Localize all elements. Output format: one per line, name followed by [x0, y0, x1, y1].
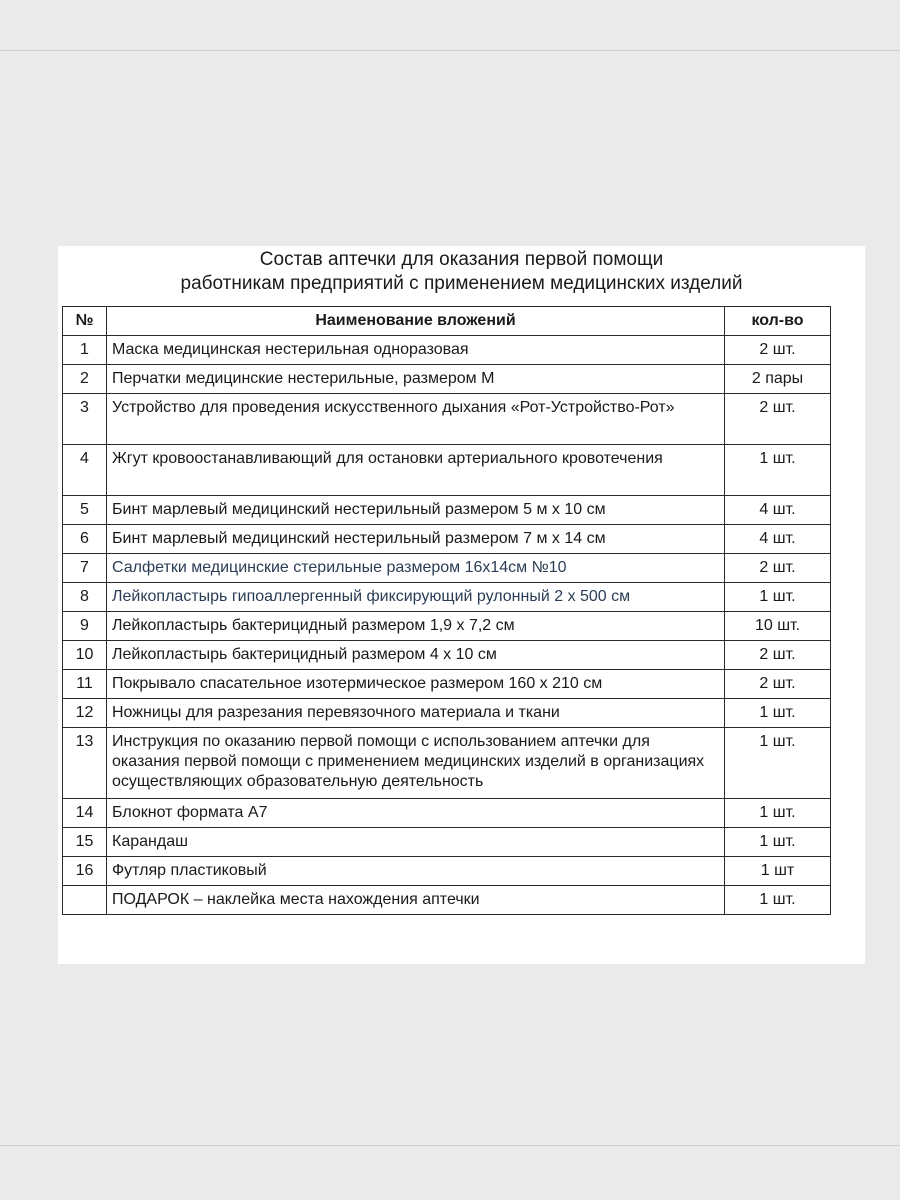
- row-qty: 1 шт.: [725, 886, 831, 915]
- row-name: Лейкопластырь гипоаллергенный фиксирующий рулонный 2 х 500 см: [107, 583, 725, 612]
- row-name: Футляр пластиковый: [107, 857, 725, 886]
- table-row: [63, 583, 831, 612]
- row-num: 12: [63, 699, 107, 728]
- row-num: 2: [63, 365, 107, 394]
- table-row: [63, 365, 831, 394]
- row-qty: 2 пары: [725, 365, 831, 394]
- document-sheet: [58, 246, 865, 964]
- table-row: [63, 445, 831, 496]
- row-name: Бинт марлевый медицинский нестерильный размером 5 м х 10 см: [107, 496, 725, 525]
- row-num: 7: [63, 554, 107, 583]
- row-qty: 1 шт.: [725, 699, 831, 728]
- row-qty: 4 шт.: [725, 525, 831, 554]
- header-num: №: [63, 307, 107, 336]
- row-name: Перчатки медицинские нестерильные, размером M: [107, 365, 725, 394]
- row-num: 15: [63, 828, 107, 857]
- row-name: Блокнот формата А7: [107, 799, 725, 828]
- row-qty: 2 шт.: [725, 641, 831, 670]
- row-num: 4: [63, 445, 107, 496]
- row-name: Бинт марлевый медицинский нестерильный размером 7 м х 14 см: [107, 525, 725, 554]
- header-qty: кол-во: [725, 307, 831, 336]
- row-name: Салфетки медицинские стерильные размером 16х14см №10: [107, 554, 725, 583]
- row-qty: 4 шт.: [725, 496, 831, 525]
- table-row: [63, 670, 831, 699]
- row-name: Лейкопластырь бактерицидный размером 4 х 10 см: [107, 641, 725, 670]
- row-qty: 1 шт: [725, 857, 831, 886]
- title-line-2: работникам предприятий с применением медицинских изделий: [180, 273, 743, 294]
- table-row: [63, 641, 831, 670]
- header-name: Наименование вложений: [107, 307, 725, 336]
- table-row: [63, 336, 831, 365]
- row-num: 5: [63, 496, 107, 525]
- row-num: 9: [63, 612, 107, 641]
- row-num: 1: [63, 336, 107, 365]
- table-row: [63, 496, 831, 525]
- table-header-row: [63, 307, 831, 336]
- row-num: 10: [63, 641, 107, 670]
- row-num: 11: [63, 670, 107, 699]
- row-qty: 2 шт.: [725, 554, 831, 583]
- table-row: [63, 394, 831, 445]
- row-qty: 10 шт.: [725, 612, 831, 641]
- table-row: [63, 886, 831, 915]
- row-name: Лейкопластырь бактерицидный размером 1,9 х 7,2 см: [107, 612, 725, 641]
- row-name: Маска медицинская нестерильная одноразовая: [107, 336, 725, 365]
- title-line-1: Состав аптечки для оказания первой помощи: [259, 249, 664, 270]
- row-num: 8: [63, 583, 107, 612]
- row-name: Ножницы для разрезания перевязочного материала и ткани: [107, 699, 725, 728]
- row-qty: 1 шт.: [725, 828, 831, 857]
- bottom-divider: [0, 1145, 900, 1146]
- row-num: 13: [63, 728, 107, 799]
- row-num: [63, 886, 107, 915]
- table-row: [63, 857, 831, 886]
- row-num: 6: [63, 525, 107, 554]
- row-qty: 2 шт.: [725, 336, 831, 365]
- row-name: ПОДАРОК – наклейка места нахождения аптечки: [107, 886, 725, 915]
- table-row: [63, 699, 831, 728]
- row-name: Устройство для проведения искусственного дыхания «Рот-Устройство-Рот»: [107, 394, 725, 445]
- row-num: 3: [63, 394, 107, 445]
- top-divider: [0, 50, 900, 51]
- row-qty: 1 шт.: [725, 799, 831, 828]
- row-name: Инструкция по оказанию первой помощи с использованием аптечки для оказания первой помощи с применением медицинских изделий в организациях осуществляющих образовательную деятельность: [107, 728, 725, 799]
- document-title: [58, 248, 865, 296]
- row-qty: 1 шт.: [725, 728, 831, 799]
- row-qty: 2 шт.: [725, 670, 831, 699]
- row-num: 14: [63, 799, 107, 828]
- table-row: [63, 828, 831, 857]
- row-name: Покрывало спасательное изотермическое размером 160 х 210 см: [107, 670, 725, 699]
- kit-contents-table: [62, 306, 831, 915]
- row-name: Карандаш: [107, 828, 725, 857]
- table-row: [63, 799, 831, 828]
- row-name: Жгут кровоостанавливающий для остановки артериального кровотечения: [107, 445, 725, 496]
- row-qty: 1 шт.: [725, 445, 831, 496]
- table-row: [63, 554, 831, 583]
- row-qty: 1 шт.: [725, 583, 831, 612]
- row-num: 16: [63, 857, 107, 886]
- table-row: [63, 728, 831, 799]
- table-row: [63, 612, 831, 641]
- row-qty: 2 шт.: [725, 394, 831, 445]
- table-row: [63, 525, 831, 554]
